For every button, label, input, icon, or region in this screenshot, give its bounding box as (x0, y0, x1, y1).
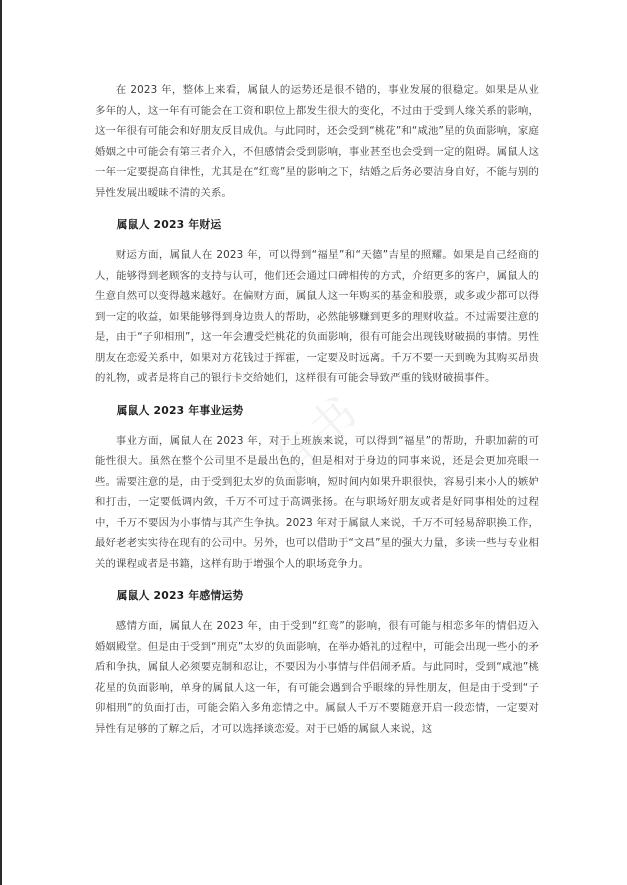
watermark: 有书 (259, 382, 373, 493)
intro-paragraph: 在 2023 年，整体上来看，属鼠人的运势还是很不错的，事业发展的很稳定。如果是从业多年的人，这一年有可能会在工资和职位上都发生很大的变化，不过由于受到人缘关系的影响，这一年很有可能会和好朋友反目成仇。与此同时，还会受到“桃花”和“咸池”星的负面影响，家庭婚姻之中可能会有第三者介入，不但感情会受到影响，事业甚至也会受到一定的阻碍。属鼠人这一年一定要提高自律性，尤其是在“红鸾”星的影响之下，结婚之后务必要洁身自好，不能与别的异性发展出暧昧不清的关系。 (95, 84, 539, 199)
wealth-heading: 属鼠人 2023 年财运 (116, 218, 222, 231)
document-body (95, 80, 539, 739)
wealth-paragraph: 财运方面，属鼠人在 2023 年，可以得到“福星”和“天德”吉星的照耀。如果是自己经商的人，能够得到老顾客的支持与认可，他们还会通过口碑相传的方式，介绍更多的客户，属鼠人的生意自然可以变得越来越好。在偏财方面，属鼠人这一年购买的基金和股票，或多或少都可以得到一定的收益，如果能够得到身边贵人的帮助，必然能够赚到更多的理财收益。不过需要注意的是，由于“子卯相刑”，这一年会遭受烂桃花的负面影响，很有可能会出现钱财破损的事情。男性朋友在恋爱关系中，如果对方花钱过于挥霍，一定要及时远离。千万不要一天到晚为其购买昂贵的礼物，或者是将自己的银行卡交给她们，这样很有可能会导致严重的钱财破损事件。 (95, 249, 539, 384)
love-paragraph: 感情方面，属鼠人在 2023 年，由于受到“红鸾”的影响，很有可能与相恋多年的情侣迈入婚姻殿堂。但是由于受到“刑克”太岁的负面影响，在举办婚礼的过程中，可能会出现一些小的矛盾和争执，属鼠人必须要克制和忍让，不要因为小事情与伴侣闹矛盾。与此同时，受到“咸池”桃花星的负面影响，单身的属鼠人这一年，有可能会遇到合乎眼缘的异性朋友，但是由于受到“子卯相刑”的负面打击，可能会陷入多角恋情之中。属鼠人千万不要随意开启一段恋情，一定要对异性有足够的了解之后，才可以选择谈恋爱。对于已婚的属鼠人来说，这 (95, 620, 539, 735)
page-left-edge (0, 0, 2, 885)
career-paragraph: 事业方面，属鼠人在 2023 年，对于上班族来说，可以得到“福星”的帮助，升职加薪的可能性很大。虽然在整个公司里不是最出色的，但是相对于身边的同事来说，还是会更加亮眼一些。需要注意的是，由于受到犯太岁的负面影响，短时间内如果升职很快，容易引来小人的嫉妒和打击，一定要低调内敛，千万不可过于高调张扬。在与职场好朋友或者是好同事相处的过程中，千万不要因为小事情与其产生争执。2023 年对于属鼠人来说，千万不可轻易辞职换工作，最好老老实实待在现有的公司中。另外，也可以借助于“文昌”星的强大力量，多读一些与专业相关的课程或者是书籍，这样有助于增强个人的职场竞争力。 (95, 434, 539, 570)
career-heading: 属鼠人 2023 年事业运势 (116, 403, 244, 417)
love-heading: 属鼠人 2023 年感情运势 (116, 589, 244, 602)
